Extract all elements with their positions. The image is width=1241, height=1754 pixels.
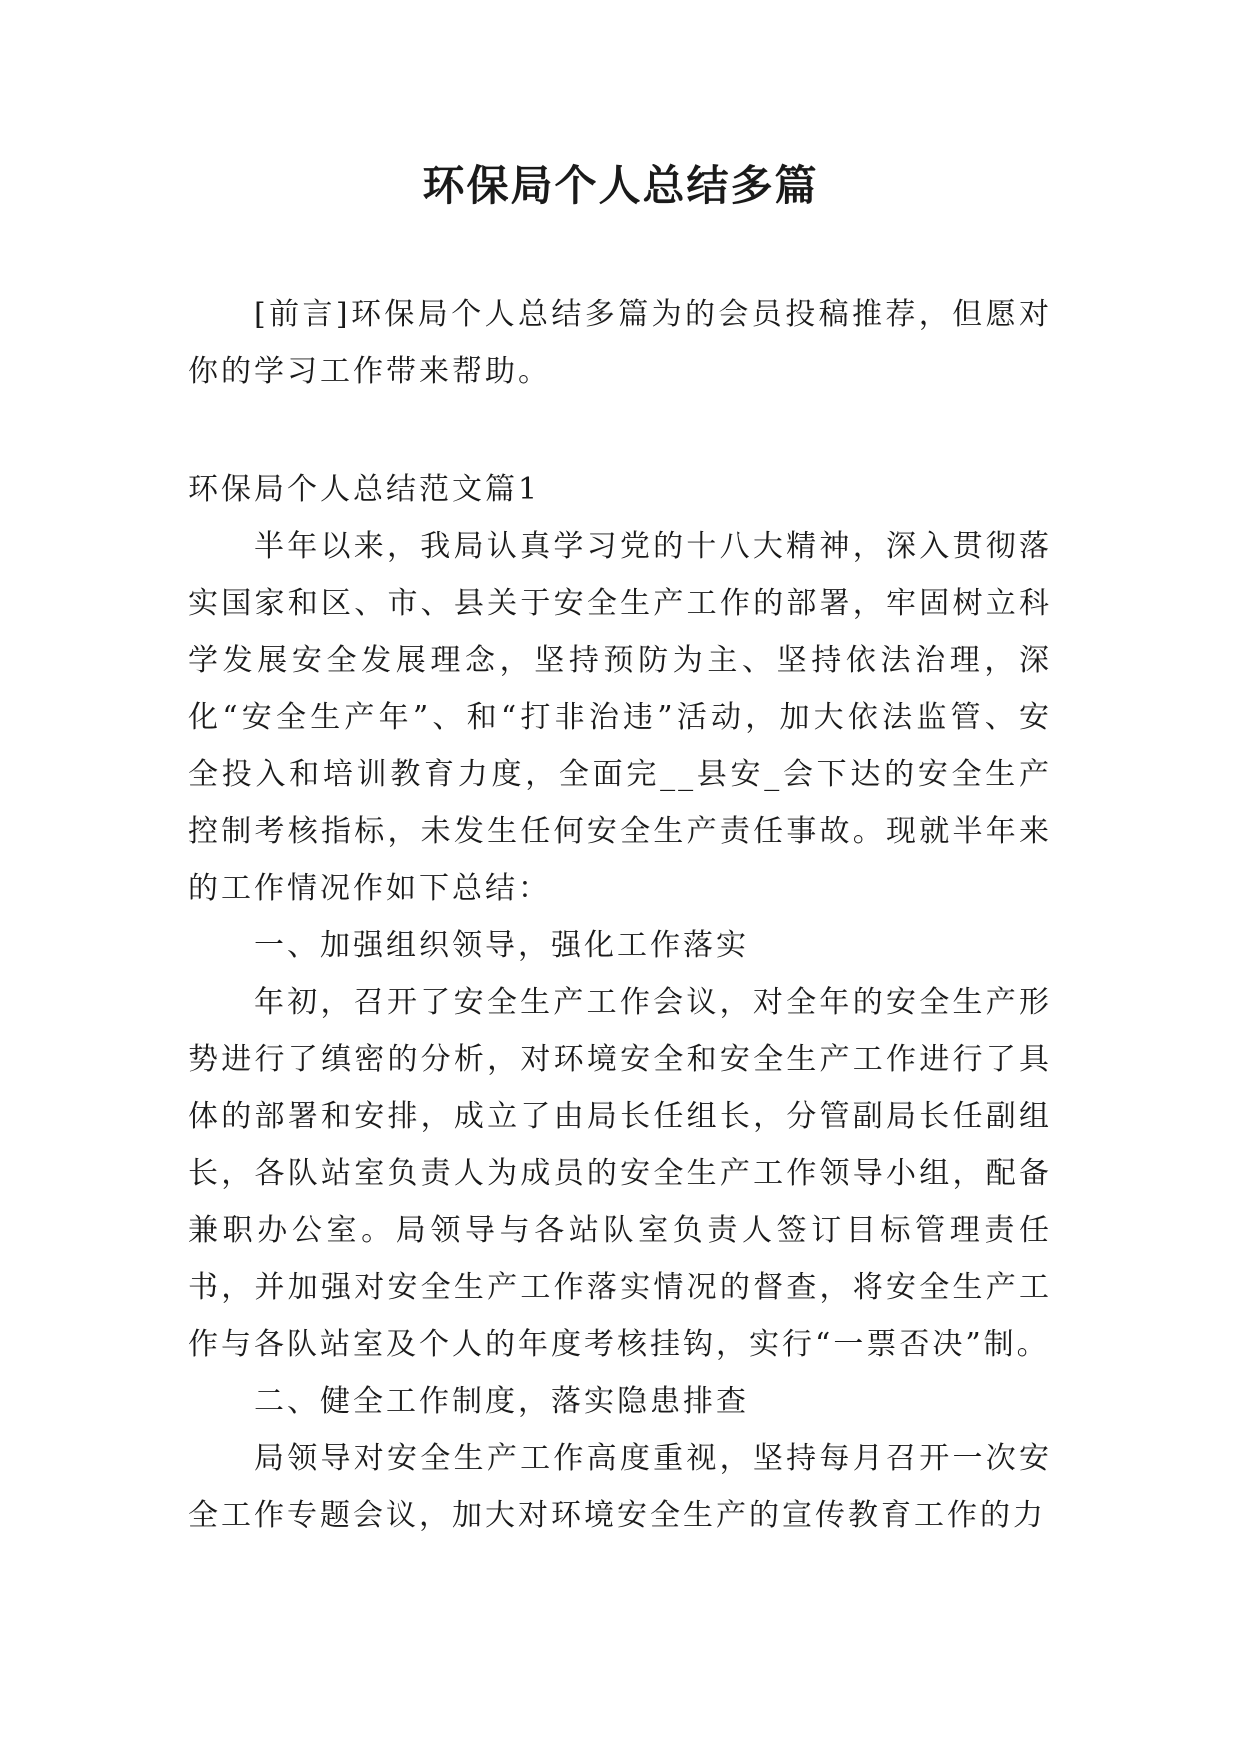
- section-heading: 一、加强组织领导，强化工作落实: [254, 928, 749, 963]
- intro-paragraph: [前言]环保局个人总结多篇为的会员投稿推荐，但愿对你的学习工作带来帮助。: [188, 297, 1052, 389]
- document-title: 环保局个人总结多篇: [422, 161, 819, 210]
- document-body: [188, 461, 1052, 1544]
- body-paragraph: 年初，召开了安全生产工作会议，对全年的安全生产形势进行了缜密的分析，对环境安全和安全生产工作进行了具体的部署和安排，成立了由局长任组长，分管副局长任副组长，各队站室负责人为成员的安全生产工作领导小组，配备兼职办公室。局领导与各站队室负责人签订目标管理责任书，并加强对安全生产工作落实情况的督查，将安全生产工作与各队站室及个人的年度考核挂钩，实行“一票否决”制。: [188, 985, 1052, 1362]
- body-paragraph: 半年以来，我局认真学习党的十八大精神，深入贯彻落实国家和区、市、县关于安全生产工作的部署，牢固树立科学发展安全发展理念，坚持预防为主、坚持依法治理，深化“安全生产年”、和“打非治违”活动，加大依法监管、安全投入和培训教育力度，全面完__县安_会下达的安全生产控制考核指标，未发生任何安全生产责任事故。现就半年来的工作情况作如下总结：: [188, 529, 1052, 906]
- body-paragraph: 局领导对安全生产工作高度重视，坚持每月召开一次安全工作专题会议，加大对环境安全生产的宣传教育工作的力: [188, 1441, 1052, 1533]
- section-title: 环保局个人总结范文篇1: [188, 472, 541, 507]
- section-heading: 二、健全工作制度，落实隐患排查: [254, 1384, 749, 1419]
